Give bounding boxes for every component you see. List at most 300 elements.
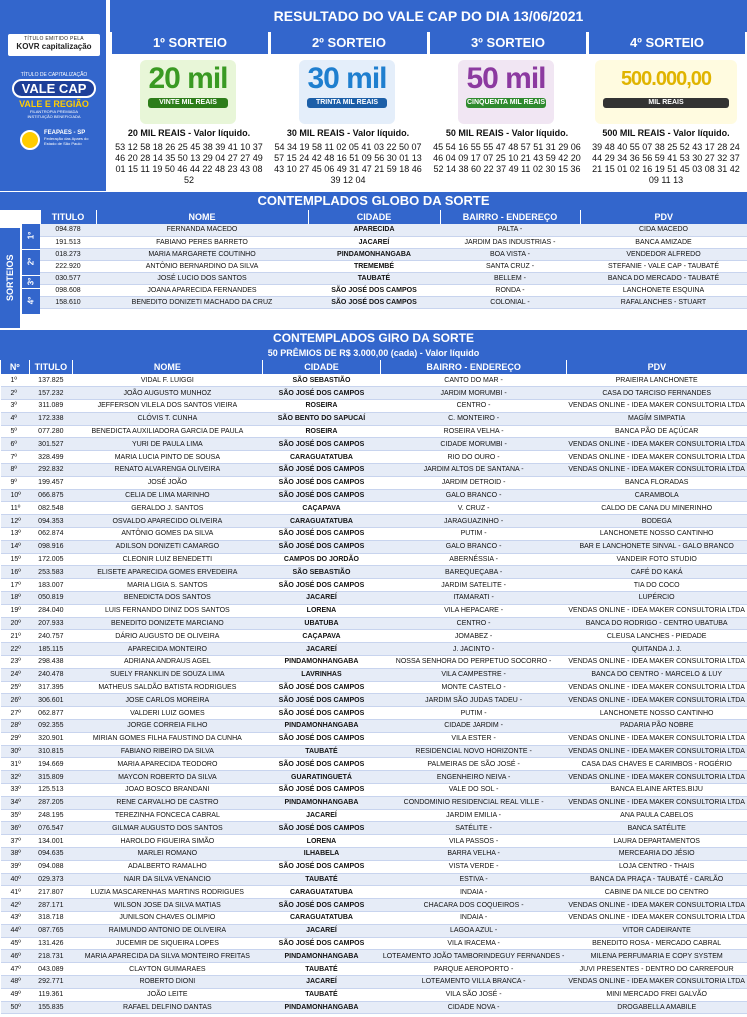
giro-cell: CIDADE MORUMBI -: [381, 438, 567, 451]
sorteios-side-label: SORTEIOS: [0, 228, 20, 328]
giro-row: [1, 387, 747, 400]
giro-cell: BANCA ELAINE ARTES.BIJU: [566, 784, 747, 797]
globo-cell: BELLEM -: [440, 272, 580, 284]
giro-cell: ROSEIRA: [262, 400, 381, 413]
prize-badge-value: 30 mil: [307, 62, 387, 95]
giro-cell: BANCA DO CENTRO - MARCELO & LUY: [566, 668, 747, 681]
sorteio-group-number: 2º: [26, 257, 36, 266]
giro-cell: 310.815: [29, 745, 73, 758]
prize-badge: [458, 60, 554, 124]
sorteio-4: [587, 32, 745, 191]
giro-cell: SÃO JOSÉ DOS CAMPOS: [262, 822, 381, 835]
giro-cell: 311.089: [29, 400, 73, 413]
giro-cell: 082.548: [29, 502, 73, 515]
giro-col-header: CIDADE: [262, 360, 381, 374]
giro-cell: SÃO JOSÉ DOS CAMPOS: [262, 464, 381, 477]
giro-row: [1, 681, 747, 694]
giro-cell: CLEUSA LANCHES - PIEDADE: [566, 630, 747, 643]
giro-cell: 292.832: [29, 464, 73, 477]
giro-cell: BENEDICTA AUXILIADORA GARCIA DE PAULA: [73, 425, 262, 438]
giro-cell: CALDO DE CANA DU MINERINHO: [566, 502, 747, 515]
giro-cell: SATÉLITE -: [381, 822, 567, 835]
giro-cell: PINDAMONHANGABA: [262, 720, 381, 733]
giro-cell: GALO BRANCO -: [381, 540, 567, 553]
giro-cell: LOTEAMENTO VILLA BRANCA -: [381, 975, 567, 988]
vale-cap-logo: TÍTULO DE CAPITALIZAÇÃO VALE CAP VALE E REGIÃO FILANTROPIA PREMIADA INSTITUIÇÃO BENEFICIADA: [6, 72, 102, 119]
sorteio-header: 2º SORTEIO: [269, 32, 427, 54]
giro-cell: 24º: [1, 668, 30, 681]
giro-cell: JARAGUAZINHO -: [381, 515, 567, 528]
giro-cell: 094.635: [29, 847, 73, 860]
giro-cell: LAGOA AZUL -: [381, 924, 567, 937]
giro-row: [1, 528, 747, 541]
giro-cell: TAUBATÉ: [262, 963, 381, 976]
giro-cell: CARAGUATATUBA: [262, 451, 381, 464]
globo-row: [0, 260, 747, 272]
giro-cell: 28º: [1, 720, 30, 733]
giro-row: [1, 515, 747, 528]
giro-cell: VENDAS ONLINE - IDEA MAKER CONSULTORIA LTDA: [566, 438, 747, 451]
giro-cell: GILMAR AUGUSTO DOS SANTOS: [73, 822, 262, 835]
feapaes-seal-icon: [20, 130, 40, 150]
globo-cell: FABIANO PERES BARRETO: [96, 236, 308, 248]
giro-cell: JARDIM DETROID -: [381, 476, 567, 489]
giro-cell: MONTE CASTELO -: [381, 681, 567, 694]
giro-cell: 10º: [1, 489, 30, 502]
giro-row: [1, 924, 747, 937]
giro-cell: 092.355: [29, 720, 73, 733]
giro-cell: JACAREÍ: [262, 643, 381, 656]
giro-cell: 43º: [1, 911, 30, 924]
giro-cell: SÃO JOSÉ DOS CAMPOS: [262, 784, 381, 797]
giro-cell: RAFAEL DELFINO DANTAS: [73, 1001, 262, 1014]
sorteio-header: 4º SORTEIO: [587, 32, 745, 54]
giro-cell: 20º: [1, 617, 30, 630]
giro-cell: 46º: [1, 950, 30, 963]
globo-cell: 030.577: [40, 272, 96, 284]
giro-cell: PINDAMONHANGABA: [262, 796, 381, 809]
giro-cell: VILA CAMPESTRE -: [381, 668, 567, 681]
globo-row: [0, 224, 747, 236]
giro-cell: PINDAMONHANGABA: [262, 656, 381, 669]
giro-cell: 6º: [1, 438, 30, 451]
giro-cell: JOSE CARLOS MOREIRA: [73, 694, 262, 707]
prize-badge-label: MIL REAIS: [603, 98, 729, 108]
giro-cell: PINDAMONHANGABA: [262, 950, 381, 963]
giro-row: [1, 886, 747, 899]
giro-row: [1, 592, 747, 605]
giro-cell: BENEDITO DONIZETE MARCIANO: [73, 617, 262, 630]
giro-row: [1, 604, 747, 617]
giro-row: [1, 617, 747, 630]
giro-cell: 26º: [1, 694, 30, 707]
globo-row: [0, 296, 747, 308]
giro-cell: JOÃO AUGUSTO MUNHOZ: [73, 387, 262, 400]
sorteio-1: [110, 32, 268, 191]
globo-col-header: TITULO: [40, 210, 96, 224]
giro-cell: 1º: [1, 374, 30, 387]
globo-cell: STEFANIE - VALE CAP - TAUBATÉ: [580, 260, 747, 272]
giro-cell: SÃO JOSÉ DOS CAMPOS: [262, 732, 381, 745]
page-title: RESULTADO DO VALE CAP DO DIA 13/06/2021: [110, 0, 747, 32]
giro-row: [1, 707, 747, 720]
globo-cell: 191.513: [40, 236, 96, 248]
giro-cell: TAUBATÉ: [262, 745, 381, 758]
giro-cell: 240.478: [29, 668, 73, 681]
prize-badge-value: 20 mil: [148, 62, 228, 95]
giro-cell: JOÃO LEITE: [73, 988, 262, 1001]
giro-cell: JUVI PRESENTES - DENTRO DO CARREFOUR: [566, 963, 747, 976]
giro-cell: TAUBATÉ: [262, 873, 381, 886]
giro-row: [1, 771, 747, 784]
giro-cell: BAR E LANCHONETE SINVAL - GALO BRANCO: [566, 540, 747, 553]
giro-cell: ANA PAULA CABELOS: [566, 809, 747, 822]
giro-cell: JARDIM ALTOS DE SANTANA -: [381, 464, 567, 477]
giro-cell: CABINE DA NILCE DO CENTRO: [566, 886, 747, 899]
giro-cell: 23º: [1, 656, 30, 669]
giro-cell: VENDAS ONLINE - IDEA MAKER CONSULTORIA LTDA: [566, 451, 747, 464]
globo-table: [0, 210, 747, 309]
giro-cell: CLEONIR LUIZ BENEDETTI: [73, 553, 262, 566]
giro-cell: CAÇAPAVA: [262, 502, 381, 515]
drawn-numbers: 53 12 58 18 26 25 45 38 39 41 10 37 46 20 28 14 35 50 13 29 04 27 27 49 01 15 11 19 50 46 44 22 48 23 43 08 52: [115, 142, 263, 185]
giro-row: [1, 988, 747, 1001]
giro-cell: CONDOMINIO RESIDENCIAL REAL VILLE -: [381, 796, 567, 809]
giro-header-row: [1, 360, 747, 374]
giro-cell: 39º: [1, 860, 30, 873]
drawn-numbers: 45 54 16 55 55 47 48 57 51 31 29 06 46 04 09 17 07 25 10 21 43 59 42 20 52 14 38 60 22 37 49 11 02 30 15 36: [433, 142, 581, 174]
globo-cell: JARDIM DAS INDUSTRIAS -: [440, 236, 580, 248]
giro-cell: CAÇAPAVA: [262, 630, 381, 643]
giro-cell: MARLEI ROMANO: [73, 847, 262, 860]
globo-cell: 158.610: [40, 296, 96, 308]
globo-cell: ANTÔNIO BERNARDINO DA SILVA: [96, 260, 308, 272]
sorteio-group-label: [22, 250, 40, 275]
giro-cell: QUITANDA J. J.: [566, 643, 747, 656]
giro-cell: SÃO JOSÉ DOS CAMPOS: [262, 528, 381, 541]
prize-badge: [299, 60, 395, 124]
giro-row: [1, 1001, 747, 1014]
giro-cell: ADILSON DONIZETI CAMARGO: [73, 540, 262, 553]
giro-cell: VENDAS ONLINE - IDEA MAKER CONSULTORIA LTDA: [566, 745, 747, 758]
globo-cell: FERNANDA MACEDO: [96, 224, 308, 236]
giro-cell: BENEDICTA DOS SANTOS: [73, 592, 262, 605]
giro-cell: 19º: [1, 604, 30, 617]
drawn-numbers: 39 48 40 55 07 38 25 52 43 17 28 24 44 29 34 36 56 59 41 53 30 27 32 37 21 15 01 02 16 19 51 45 03 08 31 42 09 11 13: [592, 142, 740, 185]
giro-cell: ABERNÉSSIA -: [381, 553, 567, 566]
giro-cell: BENEDITO ROSA - MERCADO CABRAL: [566, 937, 747, 950]
giro-cell: 094.088: [29, 860, 73, 873]
giro-row: [1, 745, 747, 758]
results-header: [0, 0, 747, 191]
giro-cell: SÃO JOSÉ DOS CAMPOS: [262, 860, 381, 873]
prize-badge-label: TRINTA MIL REAIS: [307, 98, 387, 108]
sorteio-group-label: [22, 276, 40, 288]
giro-cell: 5º: [1, 425, 30, 438]
giro-cell: 292.771: [29, 975, 73, 988]
giro-cell: 183.007: [29, 579, 73, 592]
giro-row: [1, 873, 747, 886]
prize-badge-label: VINTE MIL REAIS: [148, 98, 228, 108]
giro-row: [1, 540, 747, 553]
giro-cell: 34º: [1, 796, 30, 809]
giro-cell: 240.757: [29, 630, 73, 643]
giro-cell: 248.195: [29, 809, 73, 822]
giro-cell: BANCA DA PRAÇA - TAUBATÉ - CARLÃO: [566, 873, 747, 886]
giro-cell: NAIR DA SILVA VENANCIO: [73, 873, 262, 886]
giro-row: [1, 732, 747, 745]
globo-row: [0, 284, 747, 296]
giro-cell: 9º: [1, 476, 30, 489]
giro-cell: JOAO BOSCO BRANDANI: [73, 784, 262, 797]
giro-cell: JOMABEZ -: [381, 630, 567, 643]
prize-badge-label: CINQUENTA MIL REAIS: [466, 99, 546, 106]
giro-cell: VALE DO SOL -: [381, 784, 567, 797]
giro-cell: 29º: [1, 732, 30, 745]
giro-cell: 076.547: [29, 822, 73, 835]
globo-cell: BENEDITO DONIZETI MACHADO DA CRUZ: [96, 296, 308, 308]
globo-cell: JOANA APARECIDA FERNANDES: [96, 284, 308, 296]
giro-cell: 8º: [1, 464, 30, 477]
giro-cell: 12º: [1, 515, 30, 528]
giro-cell: PINDAMONHANGABA: [262, 1001, 381, 1014]
giro-cell: LUZIA MASCARENHAS MARTINS RODRIGUES: [73, 886, 262, 899]
giro-cell: BANCA FLORADAS: [566, 476, 747, 489]
giro-cell: 172.338: [29, 412, 73, 425]
giro-cell: 33º: [1, 784, 30, 797]
giro-cell: 157.232: [29, 387, 73, 400]
globo-col-header: CIDADE: [308, 210, 440, 224]
giro-cell: GALO BRANCO -: [381, 489, 567, 502]
giro-row: [1, 796, 747, 809]
giro-cell: 17º: [1, 579, 30, 592]
giro-row: [1, 937, 747, 950]
giro-cell: NOSSA SENHORA DO PERPETUO SOCORRO -: [381, 656, 567, 669]
giro-cell: 284.040: [29, 604, 73, 617]
giro-cell: GERALDO J. SANTOS: [73, 502, 262, 515]
giro-cell: CIDADE NOVA -: [381, 1001, 567, 1014]
globo-cell: SANTA CRUZ -: [440, 260, 580, 272]
giro-cell: VILA HEPACARE -: [381, 604, 567, 617]
giro-cell: VENDAS ONLINE - IDEA MAKER CONSULTORIA LTDA: [566, 400, 747, 413]
giro-cell: LAVRINHAS: [262, 668, 381, 681]
giro-cell: 21º: [1, 630, 30, 643]
prize-badge: [595, 60, 737, 124]
giro-cell: 317.395: [29, 681, 73, 694]
giro-cell: 062.874: [29, 528, 73, 541]
giro-row: [1, 489, 747, 502]
giro-cell: CLÓVIS T. CUNHA: [73, 412, 262, 425]
giro-cell: MARIA LIGIA S. SANTOS: [73, 579, 262, 592]
giro-cell: 328.499: [29, 451, 73, 464]
giro-cell: JARDIM SATELITE -: [381, 579, 567, 592]
giro-cell: RIO DO OURO -: [381, 451, 567, 464]
giro-row: [1, 579, 747, 592]
giro-cell: 134.001: [29, 835, 73, 848]
giro-cell: CAMPOS DO JORDÃO: [262, 553, 381, 566]
giro-cell: 287.171: [29, 899, 73, 912]
giro-cell: PUTIM -: [381, 707, 567, 720]
giro-row: [1, 656, 747, 669]
sorteio-group-label: [22, 224, 40, 249]
giro-cell: ADRIANA ANDRAUS AGEL: [73, 656, 262, 669]
globo-cell: JOSÉ LUCIO DOS SANTOS: [96, 272, 308, 284]
globo-cell: PINDAMONHANGABA: [308, 248, 440, 260]
giro-cell: VILA ESTER -: [381, 732, 567, 745]
giro-cell: JACAREÍ: [262, 592, 381, 605]
giro-cell: MAYCON ROBERTO DA SILVA: [73, 771, 262, 784]
globo-row: [0, 248, 747, 260]
giro-cell: 36º: [1, 822, 30, 835]
giro-cell: ESTIVA -: [381, 873, 567, 886]
giro-cell: 35º: [1, 809, 30, 822]
prize-value: 500 MIL REAIS - Valor líquido.: [602, 128, 730, 138]
giro-row: [1, 809, 747, 822]
giro-cell: 25º: [1, 681, 30, 694]
globo-title: CONTEMPLADOS GLOBO DA SORTE: [0, 192, 747, 210]
giro-row: [1, 822, 747, 835]
giro-cell: VENDAS ONLINE - IDEA MAKER CONSULTORIA LTDA: [566, 604, 747, 617]
giro-cell: 42º: [1, 899, 30, 912]
giro-title: CONTEMPLADOS GIRO DA SORTE: [0, 330, 747, 346]
giro-cell: JUCEMIR DE SIQUEIRA LOPES: [73, 937, 262, 950]
giro-cell: UBATUBA: [262, 617, 381, 630]
giro-cell: SÃO JOSÉ DOS CAMPOS: [262, 681, 381, 694]
giro-cell: LORENA: [262, 835, 381, 848]
giro-cell: VILA SÃO JOSÉ -: [381, 988, 567, 1001]
giro-cell: 029.373: [29, 873, 73, 886]
globo-cell: 094.878: [40, 224, 96, 236]
giro-row: [1, 758, 747, 771]
giro-cell: ROSEIRA: [262, 425, 381, 438]
giro-cell: MATHEUS SALDÃO BATISTA RODRIGUES: [73, 681, 262, 694]
globo-cell: COLONIAL -: [440, 296, 580, 308]
giro-row: [1, 668, 747, 681]
globo-cell: MARIA MARGARETE COUTINHO: [96, 248, 308, 260]
giro-cell: SÃO JOSÉ DOS CAMPOS: [262, 438, 381, 451]
giro-cell: BANCA DO RODRIGO - CENTRO UBATUBA: [566, 617, 747, 630]
giro-cell: CARAGUATATUBA: [262, 886, 381, 899]
giro-cell: 287.205: [29, 796, 73, 809]
globo-cell: 098.608: [40, 284, 96, 296]
giro-cell: CASA DAS CHAVES E CARIMBOS - ROGÉRIO: [566, 758, 747, 771]
giro-row: [1, 553, 747, 566]
giro-cell: SÃO JOSÉ DOS CAMPOS: [262, 476, 381, 489]
globo-cell: TREMEMBÉ: [308, 260, 440, 272]
giro-cell: RENATO ALVARENGA OLIVEIRA: [73, 464, 262, 477]
giro-cell: V. CRUZ -: [381, 502, 567, 515]
giro-cell: PALMEIRAS DE SÃO JOSÉ -: [381, 758, 567, 771]
globo-cell: TAUBATÉ: [308, 272, 440, 284]
globo-cell: 222.920: [40, 260, 96, 272]
giro-cell: 41º: [1, 886, 30, 899]
giro-cell: CANTO DO MAR -: [381, 374, 567, 387]
giro-cell: GUARATINGUETÁ: [262, 771, 381, 784]
giro-cell: 318.718: [29, 911, 73, 924]
globo-cell: RONDA -: [440, 284, 580, 296]
sorteio-3: [428, 32, 586, 191]
giro-cell: 48º: [1, 975, 30, 988]
giro-cell: 50º: [1, 1001, 30, 1014]
giro-col-header: Nº: [1, 360, 30, 374]
giro-cell: PRAIEIRA LANCHONETE: [566, 374, 747, 387]
giro-cell: MARIA LUCIA PINTO DE SOUSA: [73, 451, 262, 464]
kovr-logo: TÍTULO EMITIDO PELA KOVR capitalização: [8, 34, 100, 56]
giro-cell: ROSEIRA VELHA -: [381, 425, 567, 438]
giro-cell: MARIA APARECIDA DA SILVA MONTEIRO FREITAS: [73, 950, 262, 963]
giro-row: [1, 412, 747, 425]
giro-cell: 131.426: [29, 937, 73, 950]
giro-cell: 22º: [1, 643, 30, 656]
giro-cell: CHACARA DOS COQUEIROS -: [381, 899, 567, 912]
giro-cell: LOTEAMENTO JOÃO TAMBORINDEGUY FERNANDES -: [381, 950, 567, 963]
prize-value: 30 MIL REAIS - Valor líquido.: [286, 128, 410, 138]
giro-row: [1, 860, 747, 873]
giro-cell: 47º: [1, 963, 30, 976]
giro-cell: INDAIA -: [381, 911, 567, 924]
giro-cell: 199.457: [29, 476, 73, 489]
giro-cell: CLAYTON GUIMARAES: [73, 963, 262, 976]
globo-cell: PALTA -: [440, 224, 580, 236]
giro-cell: VIDAL F. LUIGGI: [73, 374, 262, 387]
giro-cell: APARECIDA MONTEIRO: [73, 643, 262, 656]
giro-row: [1, 464, 747, 477]
giro-cell: DROGABELLA AMABILE: [566, 1001, 747, 1014]
giro-cell: SÃO JOSÉ DOS CAMPOS: [262, 758, 381, 771]
giro-cell: LUPÉRCIO: [566, 592, 747, 605]
giro-cell: VILA IRACEMA -: [381, 937, 567, 950]
giro-col-header: BAIRRO - ENDEREÇO: [381, 360, 567, 374]
giro-cell: JARDIM SÃO JUDAS TADEU -: [381, 694, 567, 707]
giro-cell: VENDAS ONLINE - IDEA MAKER CONSULTORIA LTDA: [566, 975, 747, 988]
giro-cell: TIA DO COCO: [566, 579, 747, 592]
giro-row: [1, 950, 747, 963]
giro-cell: 253.583: [29, 566, 73, 579]
giro-cell: CARAMBOLA: [566, 489, 747, 502]
globo-col-header: BAIRRO - ENDEREÇO: [440, 210, 580, 224]
giro-cell: JARDIM EMILIA -: [381, 809, 567, 822]
giro-cell: 043.089: [29, 963, 73, 976]
giro-cell: CAFÉ DO KAKÁ: [566, 566, 747, 579]
giro-cell: 40º: [1, 873, 30, 886]
giro-cell: 218.731: [29, 950, 73, 963]
globo-cell: CIDA MACEDO: [580, 224, 747, 236]
giro-cell: DÁRIO AUGUSTO DE OLIVEIRA: [73, 630, 262, 643]
prize-badge: [140, 60, 236, 124]
giro-cell: VENDAS ONLINE - IDEA MAKER CONSULTORIA LTDA: [566, 899, 747, 912]
giro-cell: 7º: [1, 451, 30, 464]
giro-cell: 4º: [1, 412, 30, 425]
giro-cell: LORENA: [262, 604, 381, 617]
globo-col-header: PDV: [580, 210, 747, 224]
giro-row: [1, 911, 747, 924]
globo-cell: BANCA DO MERCADO - TAUBATÉ: [580, 272, 747, 284]
globo-cell: SÃO JOSÉ DOS CAMPOS: [308, 296, 440, 308]
giro-cell: 119.361: [29, 988, 73, 1001]
giro-cell: VENDAS ONLINE - IDEA MAKER CONSULTORIA LTDA: [566, 771, 747, 784]
sorteio-header: 1º SORTEIO: [110, 32, 268, 54]
giro-row: [1, 975, 747, 988]
giro-cell: PADARIA PÃO NOBRE: [566, 720, 747, 733]
giro-cell: LANCHONETE NOSSO CANTINHO: [566, 707, 747, 720]
giro-cell: 13º: [1, 528, 30, 541]
sorteio-group-number: 4º: [26, 296, 36, 305]
prize-value: 50 MIL REAIS - Valor líquido.: [445, 128, 569, 138]
giro-cell: VENDAS ONLINE - IDEA MAKER CONSULTORIA LTDA: [566, 732, 747, 745]
giro-row: [1, 476, 747, 489]
giro-cell: ITAMARATI -: [381, 592, 567, 605]
giro-cell: 194.669: [29, 758, 73, 771]
